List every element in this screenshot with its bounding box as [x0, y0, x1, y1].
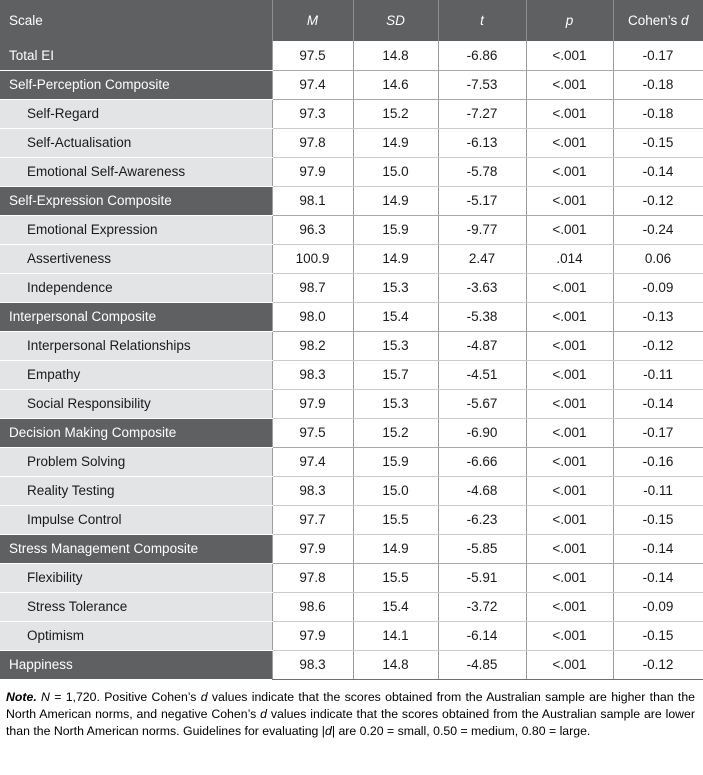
cell-p: <.001	[526, 273, 613, 302]
cell-p: <.001	[526, 302, 613, 331]
cell-m: 97.7	[272, 505, 353, 534]
cell-d: -0.15	[613, 621, 703, 650]
scale-name-cell: Interpersonal Composite	[0, 302, 272, 331]
table-row	[0, 128, 703, 157]
scale-name-cell: Self-Perception Composite	[0, 70, 272, 99]
table-row	[0, 505, 703, 534]
cell-p: <.001	[526, 621, 613, 650]
cell-t: -6.86	[438, 41, 526, 70]
table-row	[0, 215, 703, 244]
table-row	[0, 273, 703, 302]
table-row	[0, 186, 703, 215]
cell-m: 96.3	[272, 215, 353, 244]
cell-d: -0.11	[613, 476, 703, 505]
symbol-sd: SD	[386, 13, 405, 28]
cell-d: -0.16	[613, 447, 703, 476]
cell-t: -5.91	[438, 563, 526, 592]
cell-t: 2.47	[438, 244, 526, 273]
table-row	[0, 563, 703, 592]
footnote-label: Note.	[6, 689, 37, 704]
table-row	[0, 302, 703, 331]
scale-name-cell: Independence	[0, 273, 272, 302]
table-row	[0, 447, 703, 476]
scale-name-cell: Self-Expression Composite	[0, 186, 272, 215]
table-row	[0, 621, 703, 650]
cell-sd: 15.0	[353, 157, 438, 186]
cell-m: 98.3	[272, 650, 353, 679]
cell-sd: 15.5	[353, 563, 438, 592]
scale-name-cell: Reality Testing	[0, 476, 272, 505]
footnote-italic-symbol: d	[324, 724, 332, 739]
cell-sd: 15.9	[353, 447, 438, 476]
cell-t: -4.85	[438, 650, 526, 679]
cell-m: 97.8	[272, 128, 353, 157]
cell-m: 98.7	[272, 273, 353, 302]
cell-d: -0.14	[613, 534, 703, 563]
scale-name-cell: Problem Solving	[0, 447, 272, 476]
cell-m: 97.8	[272, 563, 353, 592]
cell-sd: 14.9	[353, 186, 438, 215]
cell-t: -7.53	[438, 70, 526, 99]
cell-p: <.001	[526, 447, 613, 476]
scale-name-cell: Flexibility	[0, 563, 272, 592]
cell-sd: 14.9	[353, 244, 438, 273]
cell-sd: 15.7	[353, 360, 438, 389]
cell-d: -0.24	[613, 215, 703, 244]
cell-d: -0.13	[613, 302, 703, 331]
table-row	[0, 41, 703, 70]
table-row	[0, 244, 703, 273]
cell-p: <.001	[526, 128, 613, 157]
table-body	[0, 41, 703, 679]
cell-t: -4.51	[438, 360, 526, 389]
scale-name-cell: Social Responsibility	[0, 389, 272, 418]
cell-d: -0.18	[613, 99, 703, 128]
cell-p: <.001	[526, 592, 613, 621]
scale-name-cell: Decision Making Composite	[0, 418, 272, 447]
symbol-t: t	[480, 13, 484, 28]
column-header-scale: Scale	[0, 0, 272, 41]
cell-p: <.001	[526, 215, 613, 244]
cell-d: -0.14	[613, 157, 703, 186]
cell-p: <.001	[526, 99, 613, 128]
cohens-d-symbol: d	[681, 13, 689, 28]
cell-t: -6.14	[438, 621, 526, 650]
cell-d: -0.09	[613, 592, 703, 621]
cell-m: 98.6	[272, 592, 353, 621]
cell-p: <.001	[526, 360, 613, 389]
cell-p: <.001	[526, 563, 613, 592]
cell-d: -0.14	[613, 389, 703, 418]
table-row	[0, 157, 703, 186]
scale-name-cell: Emotional Self-Awareness	[0, 157, 272, 186]
cell-m: 97.3	[272, 99, 353, 128]
cell-t: -5.78	[438, 157, 526, 186]
cell-sd: 14.6	[353, 70, 438, 99]
cell-t: -6.13	[438, 128, 526, 157]
cell-t: -5.67	[438, 389, 526, 418]
table-row	[0, 360, 703, 389]
table-header-row	[0, 0, 703, 41]
scale-name-cell: Total EI	[0, 41, 272, 70]
cell-m: 98.2	[272, 331, 353, 360]
table-row	[0, 331, 703, 360]
cell-p: .014	[526, 244, 613, 273]
cell-m: 98.0	[272, 302, 353, 331]
footnote-italic-symbol: d	[260, 706, 267, 721]
scale-name-cell: Emotional Expression	[0, 215, 272, 244]
cell-p: <.001	[526, 331, 613, 360]
cell-m: 98.3	[272, 360, 353, 389]
table-row	[0, 476, 703, 505]
table-footnote	[0, 680, 703, 741]
cell-d: -0.12	[613, 331, 703, 360]
cell-p: <.001	[526, 157, 613, 186]
cell-p: <.001	[526, 389, 613, 418]
cell-sd: 15.4	[353, 592, 438, 621]
cell-d: -0.14	[613, 563, 703, 592]
cell-d: -0.15	[613, 128, 703, 157]
scale-name-cell: Assertiveness	[0, 244, 272, 273]
footnote-italic-symbol: d	[200, 689, 208, 704]
cell-p: <.001	[526, 650, 613, 679]
cell-p: <.001	[526, 418, 613, 447]
cell-sd: 15.3	[353, 273, 438, 302]
cell-p: <.001	[526, 41, 613, 70]
table-row	[0, 592, 703, 621]
table-row	[0, 99, 703, 128]
cell-t: -4.87	[438, 331, 526, 360]
table-row	[0, 70, 703, 99]
cell-t: -3.63	[438, 273, 526, 302]
column-header-t	[438, 0, 526, 41]
cell-t: -6.66	[438, 447, 526, 476]
cell-t: -4.68	[438, 476, 526, 505]
table-header	[0, 0, 703, 41]
table-row	[0, 534, 703, 563]
cell-t: -5.17	[438, 186, 526, 215]
scale-name-cell: Empathy	[0, 360, 272, 389]
cell-m: 97.4	[272, 447, 353, 476]
cell-sd: 15.2	[353, 99, 438, 128]
scale-name-cell: Interpersonal Relationships	[0, 331, 272, 360]
cell-sd: 15.3	[353, 331, 438, 360]
cell-m: 100.9	[272, 244, 353, 273]
cell-m: 97.5	[272, 418, 353, 447]
cell-d: -0.09	[613, 273, 703, 302]
scale-name-cell: Self-Regard	[0, 99, 272, 128]
cell-d: -0.12	[613, 650, 703, 679]
cell-m: 97.9	[272, 157, 353, 186]
scale-name-cell: Optimism	[0, 621, 272, 650]
cell-d: -0.12	[613, 186, 703, 215]
table-row	[0, 389, 703, 418]
cell-p: <.001	[526, 505, 613, 534]
scale-name-cell: Impulse Control	[0, 505, 272, 534]
scale-name-cell: Self-Actualisation	[0, 128, 272, 157]
cell-m: 98.3	[272, 476, 353, 505]
scale-name-cell: Happiness	[0, 650, 272, 679]
cell-m: 97.5	[272, 41, 353, 70]
cell-t: -9.77	[438, 215, 526, 244]
cell-p: <.001	[526, 476, 613, 505]
cell-sd: 14.8	[353, 650, 438, 679]
symbol-m: M	[306, 13, 319, 28]
cell-sd: 15.9	[353, 215, 438, 244]
cell-d: -0.11	[613, 360, 703, 389]
column-header-d: Cohen’s d	[613, 0, 703, 41]
cell-p: <.001	[526, 534, 613, 563]
cell-m: 97.9	[272, 389, 353, 418]
scale-name-cell: Stress Tolerance	[0, 592, 272, 621]
cell-t: -3.72	[438, 592, 526, 621]
symbol-p: p	[565, 13, 574, 28]
cell-d: -0.18	[613, 70, 703, 99]
cell-sd: 15.0	[353, 476, 438, 505]
cell-sd: 14.1	[353, 621, 438, 650]
cell-d: -0.17	[613, 41, 703, 70]
scale-name-cell: Stress Management Composite	[0, 534, 272, 563]
cell-m: 97.9	[272, 534, 353, 563]
footnote-italic-symbol: N	[41, 689, 50, 704]
cell-sd: 15.5	[353, 505, 438, 534]
cell-d: -0.15	[613, 505, 703, 534]
cell-p: <.001	[526, 186, 613, 215]
cell-m: 97.4	[272, 70, 353, 99]
cell-sd: 15.4	[353, 302, 438, 331]
cell-m: 98.1	[272, 186, 353, 215]
cell-sd: 15.2	[353, 418, 438, 447]
cell-t: -5.38	[438, 302, 526, 331]
cell-t: -6.90	[438, 418, 526, 447]
table-row	[0, 418, 703, 447]
cell-t: -7.27	[438, 99, 526, 128]
cell-sd: 14.8	[353, 41, 438, 70]
cell-m: 97.9	[272, 621, 353, 650]
column-header-p	[526, 0, 613, 41]
cell-t: -5.85	[438, 534, 526, 563]
cell-d: 0.06	[613, 244, 703, 273]
cell-sd: 14.9	[353, 534, 438, 563]
footnote-text: N = 1,720. Positive Cohen’s d values indicate that the scores obtained from the Australian sample are higher than the North American norms, and negative Cohen’s d values indicate that the scores obtained from the Australian sample are lower than the North American norms. Guidelines for evaluating |d| are 0.20 = small, 0.50 = medium, 0.80 = large.	[6, 689, 695, 739]
cell-p: <.001	[526, 70, 613, 99]
cell-sd: 14.9	[353, 128, 438, 157]
cell-d: -0.17	[613, 418, 703, 447]
column-header-sd	[353, 0, 438, 41]
column-header-m	[272, 0, 353, 41]
cell-sd: 15.3	[353, 389, 438, 418]
table-row	[0, 650, 703, 679]
cell-t: -6.23	[438, 505, 526, 534]
